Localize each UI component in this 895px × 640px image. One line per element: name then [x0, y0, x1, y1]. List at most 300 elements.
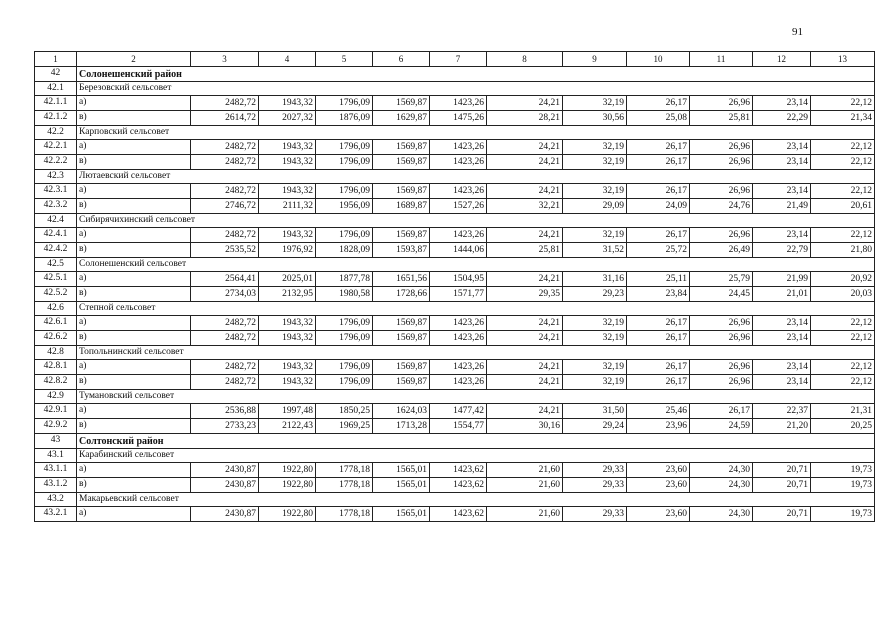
row-code: 42.1.1 [35, 96, 77, 111]
value-cell: 1943,32 [259, 360, 316, 375]
page-number: 91 [792, 26, 803, 38]
value-cell: 26,17 [627, 375, 690, 390]
value-cell: 1956,09 [316, 199, 373, 214]
table-body [35, 67, 875, 522]
settlement-row [35, 493, 875, 507]
settlement-name: Лютаевский сельсовет [77, 170, 875, 184]
value-cell: 23,14 [753, 331, 811, 346]
row-code: 42.4 [35, 214, 77, 228]
table-row [35, 111, 875, 126]
table-row [35, 287, 875, 302]
value-cell: 21,60 [487, 463, 563, 478]
table-row [35, 96, 875, 111]
row-code: 42.1.2 [35, 111, 77, 126]
value-cell: 22,12 [811, 228, 875, 243]
value-cell: 26,17 [627, 331, 690, 346]
value-cell: 29,24 [563, 419, 627, 434]
value-cell: 26,17 [690, 404, 753, 419]
variant-label: в) [77, 111, 191, 126]
column-header: 11 [690, 52, 753, 67]
value-cell: 2482,72 [191, 140, 259, 155]
value-cell: 22,12 [811, 360, 875, 375]
value-cell: 1423,26 [430, 331, 487, 346]
row-code: 43 [35, 434, 77, 449]
variant-label: в) [77, 375, 191, 390]
value-cell: 24,21 [487, 184, 563, 199]
value-cell: 25,72 [627, 243, 690, 258]
value-cell: 1569,87 [373, 331, 430, 346]
value-cell: 1943,32 [259, 96, 316, 111]
settlement-name: Макарьевский сельсовет [77, 493, 875, 507]
value-cell: 1624,03 [373, 404, 430, 419]
value-cell: 1423,62 [430, 478, 487, 493]
value-cell: 32,19 [563, 316, 627, 331]
value-cell: 26,17 [627, 140, 690, 155]
value-cell: 2482,72 [191, 375, 259, 390]
value-cell: 20,71 [753, 507, 811, 522]
settlement-row [35, 82, 875, 96]
value-cell: 32,19 [563, 155, 627, 170]
column-header: 13 [811, 52, 875, 67]
value-cell: 32,19 [563, 184, 627, 199]
value-cell: 26,96 [690, 184, 753, 199]
value-cell: 24,30 [690, 507, 753, 522]
value-cell: 2535,52 [191, 243, 259, 258]
value-cell: 30,56 [563, 111, 627, 126]
value-cell: 23,14 [753, 360, 811, 375]
settlement-row [35, 449, 875, 463]
value-cell: 21,60 [487, 478, 563, 493]
row-code: 42.8 [35, 346, 77, 360]
value-cell: 1565,01 [373, 507, 430, 522]
settlement-name: Березовский сельсовет [77, 82, 875, 96]
value-cell: 1943,32 [259, 375, 316, 390]
variant-label: а) [77, 404, 191, 419]
value-cell: 24,21 [487, 316, 563, 331]
value-cell: 20,61 [811, 199, 875, 214]
value-cell: 1423,26 [430, 228, 487, 243]
value-cell: 1876,09 [316, 111, 373, 126]
column-header: 9 [563, 52, 627, 67]
settlement-name: Топольнинский сельсовет [77, 346, 875, 360]
value-cell: 23,96 [627, 419, 690, 434]
settlement-name: Карабинский сельсовет [77, 449, 875, 463]
value-cell: 1969,25 [316, 419, 373, 434]
value-cell: 1728,66 [373, 287, 430, 302]
table-row [35, 507, 875, 522]
value-cell: 2746,72 [191, 199, 259, 214]
value-cell: 1943,32 [259, 316, 316, 331]
value-cell: 26,17 [627, 316, 690, 331]
row-code: 43.1.2 [35, 478, 77, 493]
value-cell: 1778,18 [316, 507, 373, 522]
column-header: 6 [373, 52, 430, 67]
value-cell: 1423,26 [430, 96, 487, 111]
value-cell: 20,92 [811, 272, 875, 287]
value-cell: 31,16 [563, 272, 627, 287]
value-cell: 26,96 [690, 228, 753, 243]
table-row [35, 184, 875, 199]
value-cell: 1423,26 [430, 155, 487, 170]
variant-label: а) [77, 184, 191, 199]
value-cell: 1796,09 [316, 184, 373, 199]
column-header: 12 [753, 52, 811, 67]
value-cell: 1850,25 [316, 404, 373, 419]
value-cell: 32,19 [563, 360, 627, 375]
row-code: 42.3 [35, 170, 77, 184]
row-code: 42.8.1 [35, 360, 77, 375]
value-cell: 26,96 [690, 140, 753, 155]
value-cell: 2430,87 [191, 463, 259, 478]
variant-label: в) [77, 243, 191, 258]
value-cell: 1423,26 [430, 140, 487, 155]
value-cell: 29,33 [563, 463, 627, 478]
row-code: 42.2.1 [35, 140, 77, 155]
variant-label: в) [77, 287, 191, 302]
district-row [35, 67, 875, 82]
value-cell: 1569,87 [373, 228, 430, 243]
value-cell: 1922,80 [259, 463, 316, 478]
value-cell: 1569,87 [373, 140, 430, 155]
variant-label: а) [77, 507, 191, 522]
row-code: 42.2 [35, 126, 77, 140]
table-row [35, 463, 875, 478]
value-cell: 24,76 [690, 199, 753, 214]
value-cell: 1943,32 [259, 331, 316, 346]
table-row [35, 316, 875, 331]
value-cell: 23,14 [753, 375, 811, 390]
value-cell: 1423,26 [430, 184, 487, 199]
value-cell: 2132,95 [259, 287, 316, 302]
value-cell: 1569,87 [373, 96, 430, 111]
value-cell: 32,19 [563, 228, 627, 243]
value-cell: 2025,01 [259, 272, 316, 287]
value-cell: 2122,43 [259, 419, 316, 434]
value-cell: 22,12 [811, 316, 875, 331]
value-cell: 2482,72 [191, 155, 259, 170]
value-cell: 20,25 [811, 419, 875, 434]
settlement-name: Степной сельсовет [77, 302, 875, 316]
row-code: 43.2 [35, 493, 77, 507]
value-cell: 24,59 [690, 419, 753, 434]
value-cell: 1569,87 [373, 184, 430, 199]
value-cell: 22,12 [811, 140, 875, 155]
value-cell: 1828,09 [316, 243, 373, 258]
value-cell: 22,12 [811, 155, 875, 170]
value-cell: 23,84 [627, 287, 690, 302]
row-code: 42.9 [35, 390, 77, 404]
column-header: 7 [430, 52, 487, 67]
value-cell: 21,31 [811, 404, 875, 419]
district-row [35, 434, 875, 449]
row-code: 42.3.1 [35, 184, 77, 199]
value-cell: 2564,41 [191, 272, 259, 287]
value-cell: 1423,26 [430, 316, 487, 331]
value-cell: 22,12 [811, 375, 875, 390]
row-code: 43.1 [35, 449, 77, 463]
row-code: 42.1 [35, 82, 77, 96]
settlement-name: Сибирячихинский сельсовет [77, 214, 875, 228]
variant-label: в) [77, 478, 191, 493]
value-cell: 2027,32 [259, 111, 316, 126]
value-cell: 25,81 [487, 243, 563, 258]
row-code: 42.5.1 [35, 272, 77, 287]
value-cell: 1651,56 [373, 272, 430, 287]
value-cell: 26,96 [690, 316, 753, 331]
variant-label: а) [77, 140, 191, 155]
value-cell: 21,49 [753, 199, 811, 214]
settlement-row [35, 126, 875, 140]
row-code: 42 [35, 67, 77, 82]
value-cell: 24,45 [690, 287, 753, 302]
value-cell: 26,96 [690, 360, 753, 375]
value-cell: 24,30 [690, 463, 753, 478]
value-cell: 1423,26 [430, 360, 487, 375]
value-cell: 25,46 [627, 404, 690, 419]
value-cell: 22,79 [753, 243, 811, 258]
table-row [35, 478, 875, 493]
table-row [35, 272, 875, 287]
value-cell: 32,19 [563, 375, 627, 390]
value-cell: 1423,26 [430, 375, 487, 390]
column-header: 8 [487, 52, 563, 67]
value-cell: 1943,32 [259, 228, 316, 243]
variant-label: а) [77, 96, 191, 111]
value-cell: 1477,42 [430, 404, 487, 419]
row-code: 42.4.1 [35, 228, 77, 243]
table-row [35, 243, 875, 258]
row-code: 42.5.2 [35, 287, 77, 302]
value-cell: 1997,48 [259, 404, 316, 419]
table-row [35, 199, 875, 214]
value-cell: 1796,09 [316, 316, 373, 331]
value-cell: 1796,09 [316, 375, 373, 390]
value-cell: 1877,78 [316, 272, 373, 287]
value-cell: 28,21 [487, 111, 563, 126]
value-cell: 24,09 [627, 199, 690, 214]
variant-label: а) [77, 463, 191, 478]
value-cell: 20,03 [811, 287, 875, 302]
row-code: 43.2.1 [35, 507, 77, 522]
value-cell: 20,71 [753, 463, 811, 478]
row-code: 42.4.2 [35, 243, 77, 258]
value-cell: 2482,72 [191, 316, 259, 331]
value-cell: 31,52 [563, 243, 627, 258]
value-cell: 19,73 [811, 478, 875, 493]
value-cell: 1475,26 [430, 111, 487, 126]
table-row [35, 375, 875, 390]
column-header: 10 [627, 52, 690, 67]
value-cell: 1796,09 [316, 228, 373, 243]
value-cell: 30,16 [487, 419, 563, 434]
value-cell: 21,99 [753, 272, 811, 287]
value-cell: 24,21 [487, 228, 563, 243]
value-cell: 2536,88 [191, 404, 259, 419]
value-cell: 22,12 [811, 96, 875, 111]
variant-label: в) [77, 155, 191, 170]
table-row [35, 140, 875, 155]
value-cell: 24,21 [487, 404, 563, 419]
value-cell: 1713,28 [373, 419, 430, 434]
row-code: 42.8.2 [35, 375, 77, 390]
value-cell: 24,21 [487, 272, 563, 287]
value-cell: 24,21 [487, 331, 563, 346]
value-cell: 23,14 [753, 96, 811, 111]
value-cell: 1796,09 [316, 331, 373, 346]
value-cell: 1796,09 [316, 140, 373, 155]
value-cell: 1980,58 [316, 287, 373, 302]
value-cell: 32,19 [563, 140, 627, 155]
table-row [35, 228, 875, 243]
variant-label: а) [77, 316, 191, 331]
value-cell: 23,60 [627, 507, 690, 522]
value-cell: 2111,32 [259, 199, 316, 214]
value-cell: 1778,18 [316, 478, 373, 493]
value-cell: 1778,18 [316, 463, 373, 478]
value-cell: 1565,01 [373, 478, 430, 493]
district-name: Солонешенский район [77, 67, 875, 82]
value-cell: 1796,09 [316, 360, 373, 375]
value-cell: 26,17 [627, 96, 690, 111]
value-cell: 25,81 [690, 111, 753, 126]
value-cell: 1922,80 [259, 507, 316, 522]
value-cell: 1796,09 [316, 96, 373, 111]
row-code: 42.6.1 [35, 316, 77, 331]
value-cell: 2482,72 [191, 228, 259, 243]
settlement-name: Карповский сельсовет [77, 126, 875, 140]
value-cell: 1629,87 [373, 111, 430, 126]
table-row [35, 419, 875, 434]
row-code: 42.9.2 [35, 419, 77, 434]
column-header: 5 [316, 52, 373, 67]
value-cell: 21,01 [753, 287, 811, 302]
value-cell: 29,23 [563, 287, 627, 302]
value-cell: 32,21 [487, 199, 563, 214]
variant-label: а) [77, 272, 191, 287]
value-cell: 25,08 [627, 111, 690, 126]
value-cell: 29,33 [563, 507, 627, 522]
value-cell: 23,60 [627, 463, 690, 478]
value-cell: 32,19 [563, 331, 627, 346]
value-cell: 1571,77 [430, 287, 487, 302]
value-cell: 26,49 [690, 243, 753, 258]
variant-label: в) [77, 331, 191, 346]
value-cell: 24,21 [487, 140, 563, 155]
settlement-row [35, 302, 875, 316]
value-cell: 24,21 [487, 360, 563, 375]
value-cell: 2733,23 [191, 419, 259, 434]
value-cell: 1554,77 [430, 419, 487, 434]
value-cell: 1423,62 [430, 463, 487, 478]
value-cell: 22,37 [753, 404, 811, 419]
settlement-row [35, 390, 875, 404]
settlement-row [35, 258, 875, 272]
value-cell: 1943,32 [259, 184, 316, 199]
value-cell: 1569,87 [373, 316, 430, 331]
district-name: Солтонский район [77, 434, 875, 449]
column-number-row [35, 52, 875, 67]
value-cell: 23,14 [753, 228, 811, 243]
value-cell: 1569,87 [373, 375, 430, 390]
value-cell: 20,71 [753, 478, 811, 493]
tariff-table [34, 51, 875, 522]
value-cell: 1593,87 [373, 243, 430, 258]
value-cell: 22,29 [753, 111, 811, 126]
value-cell: 21,34 [811, 111, 875, 126]
value-cell: 25,11 [627, 272, 690, 287]
value-cell: 26,96 [690, 331, 753, 346]
value-cell: 23,14 [753, 184, 811, 199]
variant-label: а) [77, 360, 191, 375]
value-cell: 21,20 [753, 419, 811, 434]
value-cell: 2734,03 [191, 287, 259, 302]
value-cell: 2430,87 [191, 478, 259, 493]
value-cell: 1943,32 [259, 155, 316, 170]
settlement-row [35, 214, 875, 228]
value-cell: 21,60 [487, 507, 563, 522]
row-code: 42.6.2 [35, 331, 77, 346]
value-cell: 26,96 [690, 96, 753, 111]
value-cell: 24,21 [487, 375, 563, 390]
column-header: 3 [191, 52, 259, 67]
value-cell: 19,73 [811, 507, 875, 522]
value-cell: 2430,87 [191, 507, 259, 522]
value-cell: 1527,26 [430, 199, 487, 214]
value-cell: 1569,87 [373, 360, 430, 375]
value-cell: 22,12 [811, 331, 875, 346]
value-cell: 29,35 [487, 287, 563, 302]
value-cell: 24,21 [487, 155, 563, 170]
row-code: 42.9.1 [35, 404, 77, 419]
value-cell: 1922,80 [259, 478, 316, 493]
value-cell: 26,17 [627, 228, 690, 243]
value-cell: 29,33 [563, 478, 627, 493]
column-header: 1 [35, 52, 77, 67]
value-cell: 1689,87 [373, 199, 430, 214]
table-row [35, 404, 875, 419]
value-cell: 1569,87 [373, 155, 430, 170]
value-cell: 2482,72 [191, 331, 259, 346]
variant-label: в) [77, 199, 191, 214]
row-code: 43.1.1 [35, 463, 77, 478]
value-cell: 1444,06 [430, 243, 487, 258]
value-cell: 1796,09 [316, 155, 373, 170]
value-cell: 24,30 [690, 478, 753, 493]
settlement-row [35, 170, 875, 184]
table-row [35, 331, 875, 346]
value-cell: 1565,01 [373, 463, 430, 478]
value-cell: 2482,72 [191, 96, 259, 111]
table-row [35, 155, 875, 170]
table-row [35, 360, 875, 375]
settlement-row [35, 346, 875, 360]
value-cell: 26,17 [627, 360, 690, 375]
value-cell: 1423,62 [430, 507, 487, 522]
value-cell: 31,50 [563, 404, 627, 419]
value-cell: 29,09 [563, 199, 627, 214]
value-cell: 1976,92 [259, 243, 316, 258]
value-cell: 21,80 [811, 243, 875, 258]
variant-label: а) [77, 228, 191, 243]
value-cell: 22,12 [811, 184, 875, 199]
value-cell: 23,60 [627, 478, 690, 493]
value-cell: 2482,72 [191, 184, 259, 199]
settlement-name: Тумановский сельсовет [77, 390, 875, 404]
value-cell: 1504,95 [430, 272, 487, 287]
value-cell: 1943,32 [259, 140, 316, 155]
row-code: 42.3.2 [35, 199, 77, 214]
value-cell: 23,14 [753, 316, 811, 331]
